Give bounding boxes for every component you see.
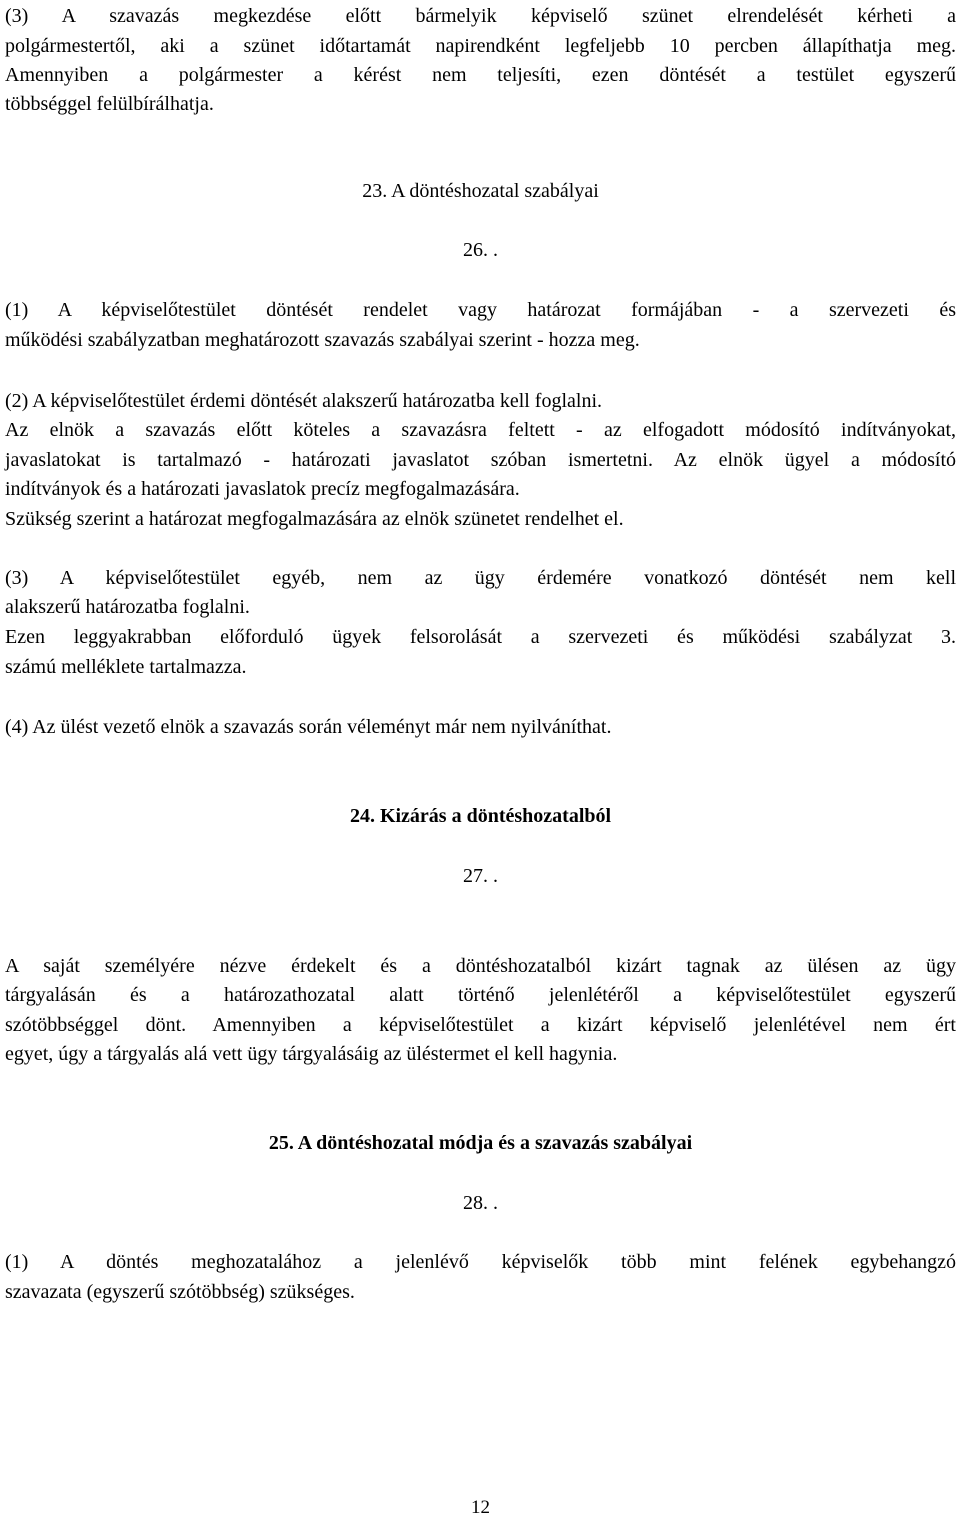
- paragraph-number-26: 26. .: [463, 239, 498, 261]
- text-line: egyet, úgy a tárgyalás alá vett ügy tárgyalásáig az üléstermet el kell hagynia.: [5, 1043, 618, 1065]
- text-line: A saját személyére nézve érdekelt és a döntéshozatalból kizárt tagnak az ülésen az ügy: [5, 955, 956, 977]
- text-line: szavazata (egyszerű szótöbbség) szükséges.: [5, 1281, 355, 1303]
- text-line: Az elnök a szavazás előtt köteles a szavazásra feltett - az elfogadott módosító indítványokat,: [5, 419, 956, 441]
- paragraph-number-28: 28. .: [463, 1192, 498, 1214]
- page-number: 12: [471, 1497, 490, 1518]
- text-line: (3) A képviselőtestület egyéb, nem az ügy érdemére vonatkozó döntését nem kell: [5, 567, 956, 589]
- text-line: indítványok és a határozati javaslatok precíz megfogalmazására.: [5, 478, 520, 500]
- text-line: többséggel felülbírálhatja.: [5, 93, 214, 115]
- section-heading-23: 23. A döntéshozatal szabályai: [362, 180, 599, 202]
- paragraph-number-27: 27. .: [463, 865, 498, 887]
- text-line: működési szabályzatban meghatározott szavazás szabályai szerint - hozza meg.: [5, 329, 640, 351]
- text-line: tárgyalásán és a határozathozatal alatt történő jelenlétéről a képviselőtestület egyszerű: [5, 984, 956, 1006]
- text-line: javaslatokat is tartalmazó - határozati javaslatot szóban ismertetni. Az elnök ügyel a módosító: [5, 449, 956, 471]
- text-line: (3) A szavazás megkezdése előtt bármelyik képviselő szünet elrendelését kérheti a: [5, 5, 956, 27]
- section-heading-25: 25. A döntéshozatal módja és a szavazás szabályai: [268, 1132, 693, 1154]
- text-line: Szükség szerint a határozat megfogalmazására az elnök szünetet rendelhet el.: [5, 508, 624, 530]
- text-line: Ezen leggyakrabban előforduló ügyek felsorolását a szervezeti és működési szabályzat 3.: [5, 626, 956, 648]
- text-line: (1) A képviselőtestület döntését rendelet vagy határozat formájában - a szervezeti és: [5, 299, 956, 321]
- text-line: (2) A képviselőtestület érdemi döntését alakszerű határozatba kell foglalni.: [5, 390, 603, 412]
- text-line: (1) A döntés meghozatalához a jelenlévő képviselők több mint felének egybehangzó: [5, 1251, 956, 1273]
- text-line: Amennyiben a polgármester a kérést nem teljesíti, ezen döntését a testület egyszerű: [5, 64, 956, 86]
- text-line: számú melléklete tartalmazza.: [5, 656, 247, 678]
- text-line: szótöbbséggel dönt. Amennyiben a képviselőtestület a kizárt képviselő jelenlétével nem ért: [5, 1014, 956, 1036]
- section-heading-24: 24. Kizárás a döntéshozatalból: [349, 805, 612, 827]
- text-line: polgármestertől, aki a szünet időtartamát napirendként legfeljebb 10 percben állapíthatja meg.: [5, 35, 956, 57]
- paragraph-26-4: (4) Az ülést vezető elnök a szavazás során véleményt már nem nyilváníthat.: [5, 716, 612, 738]
- text-line: alakszerű határozatba foglalni.: [5, 596, 250, 618]
